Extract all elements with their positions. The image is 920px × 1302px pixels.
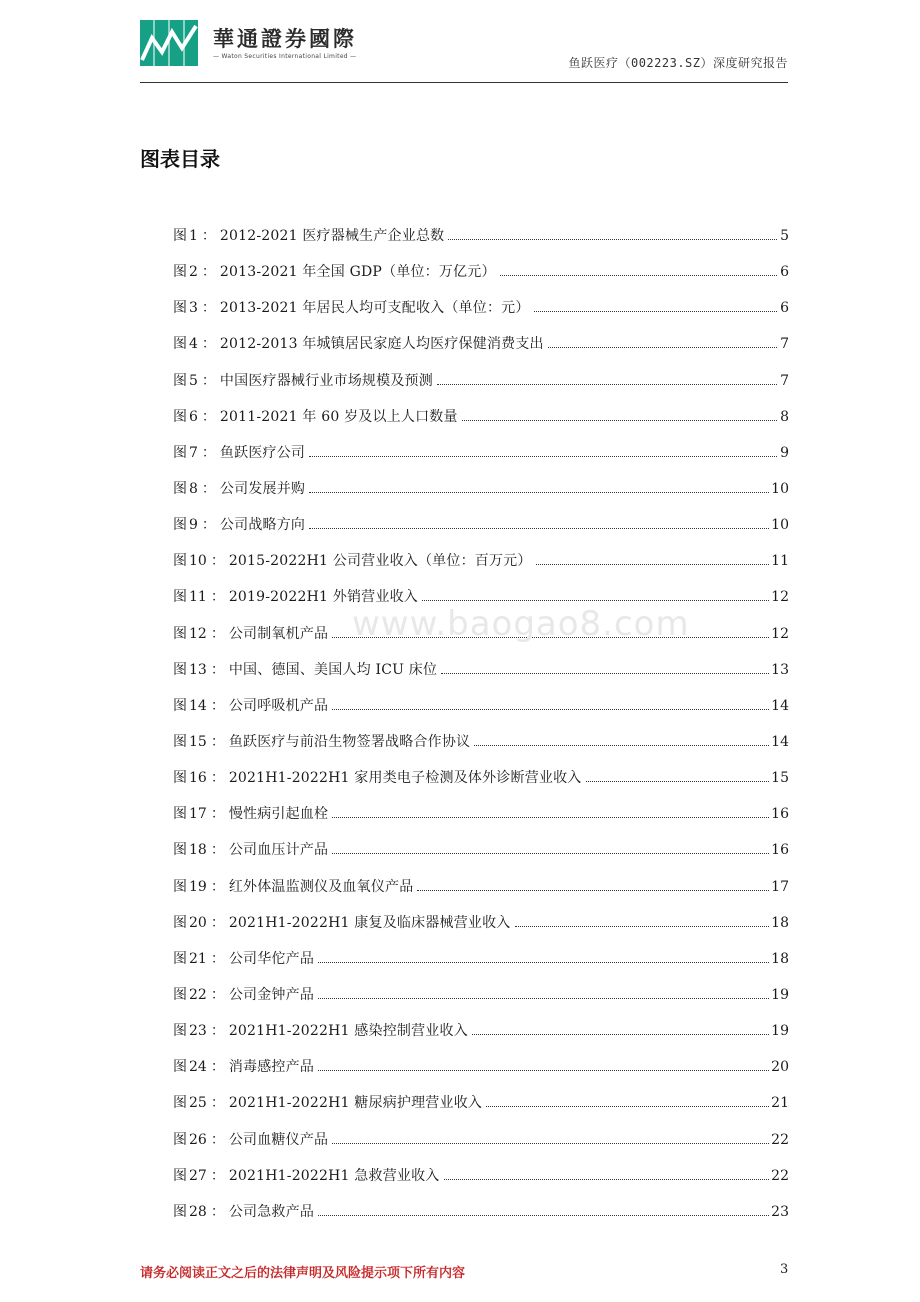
page-ref: 13 bbox=[771, 661, 789, 678]
colon: ： bbox=[210, 661, 225, 678]
figure-label: 图 bbox=[173, 1023, 189, 1040]
figure-number: 15 bbox=[189, 733, 207, 750]
page-ref: 10 bbox=[771, 480, 789, 497]
toc-entry[interactable] bbox=[173, 333, 789, 369]
page-number: 3 bbox=[780, 1262, 789, 1277]
figure-label: 图 bbox=[173, 986, 189, 1003]
page-ref: 23 bbox=[771, 1203, 789, 1220]
page-ref: 12 bbox=[771, 589, 789, 606]
dot-leader bbox=[586, 781, 770, 782]
toc-entry[interactable] bbox=[173, 623, 789, 659]
dot-leader bbox=[318, 962, 769, 963]
figure-label: 图 bbox=[173, 372, 189, 389]
figure-number: 2 bbox=[189, 264, 198, 281]
colon: ： bbox=[210, 733, 225, 750]
figure-number: 25 bbox=[189, 1095, 207, 1112]
toc-entry[interactable] bbox=[173, 297, 789, 333]
figure-title: 公司金钟产品 bbox=[228, 986, 315, 1003]
figure-title: 公司华佗产品 bbox=[228, 950, 315, 967]
colon: ： bbox=[210, 1131, 225, 1148]
figure-title: 公司血压计产品 bbox=[228, 842, 329, 859]
dot-leader bbox=[534, 311, 777, 312]
figure-label: 图 bbox=[173, 228, 189, 244]
figure-label: 图 bbox=[173, 770, 189, 787]
page-ref: 14 bbox=[771, 733, 789, 750]
dot-leader bbox=[462, 420, 777, 421]
figure-title: 2012-2021 医疗器械生产企业总数 bbox=[219, 228, 445, 244]
figure-number: 7 bbox=[189, 444, 198, 461]
toc-entry[interactable] bbox=[173, 659, 789, 695]
figure-label: 图 bbox=[173, 1095, 189, 1112]
page-ref: 15 bbox=[771, 770, 789, 787]
toc-entry[interactable] bbox=[173, 1129, 789, 1165]
figure-label: 图 bbox=[173, 589, 189, 606]
figure-number: 20 bbox=[189, 914, 207, 931]
figure-label: 图 bbox=[173, 480, 189, 497]
colon: ： bbox=[210, 1023, 225, 1040]
figure-label: 图 bbox=[173, 300, 189, 317]
toc-entry[interactable] bbox=[173, 731, 789, 767]
footer-disclaimer: 请务必阅读正文之后的法律声明及风险提示项下所有内容 bbox=[140, 1266, 466, 1281]
dot-leader bbox=[444, 1179, 770, 1180]
colon: ： bbox=[210, 878, 225, 895]
figure-label: 图 bbox=[173, 806, 189, 823]
figure-label: 图 bbox=[173, 878, 189, 895]
dot-leader bbox=[309, 492, 769, 493]
colon: ： bbox=[210, 914, 225, 931]
figure-title: 2021H1-2022H1 糖尿病护理营业收入 bbox=[228, 1095, 483, 1112]
colon: ： bbox=[210, 697, 225, 714]
figure-title: 公司战略方向 bbox=[219, 517, 306, 534]
toc-entry[interactable] bbox=[173, 948, 789, 984]
colon: ： bbox=[210, 553, 225, 570]
figure-label: 图 bbox=[173, 1167, 189, 1184]
figure-label: 图 bbox=[173, 553, 189, 570]
toc-entry[interactable] bbox=[173, 261, 789, 297]
waton-logo bbox=[140, 20, 198, 66]
header-divider bbox=[140, 82, 788, 83]
toc-entry[interactable] bbox=[173, 370, 789, 406]
colon: ： bbox=[210, 625, 225, 642]
toc-entry[interactable] bbox=[173, 876, 789, 912]
figure-label: 图 bbox=[173, 697, 189, 714]
page-ref: 5 bbox=[780, 228, 789, 244]
figure-number: 12 bbox=[189, 625, 207, 642]
figure-number: 14 bbox=[189, 697, 207, 714]
dot-leader bbox=[318, 998, 769, 999]
dot-leader bbox=[332, 1143, 769, 1144]
toc-title: 图表目录 bbox=[140, 147, 220, 171]
page-ref: 18 bbox=[771, 950, 789, 967]
watermark: www.baogao8.com bbox=[352, 604, 690, 644]
figure-number: 3 bbox=[189, 300, 198, 317]
colon: ： bbox=[210, 950, 225, 967]
company-name-cn: 華通證券國際 bbox=[213, 26, 357, 51]
dot-leader bbox=[515, 926, 770, 927]
colon: ： bbox=[201, 228, 216, 244]
dot-leader bbox=[474, 745, 769, 746]
figure-title: 公司制氧机产品 bbox=[228, 625, 329, 642]
figure-title: 鱼跃医疗公司 bbox=[219, 444, 306, 461]
colon: ： bbox=[201, 264, 216, 281]
colon: ： bbox=[201, 408, 216, 425]
toc-entry[interactable] bbox=[173, 1165, 789, 1201]
figure-number: 18 bbox=[189, 842, 207, 859]
figure-number: 23 bbox=[189, 1023, 207, 1040]
colon: ： bbox=[210, 770, 225, 787]
toc-entry[interactable] bbox=[173, 1056, 789, 1092]
page-ref: 10 bbox=[771, 517, 789, 534]
toc-list bbox=[173, 225, 789, 1237]
page-ref: 19 bbox=[771, 1023, 789, 1040]
figure-title: 2019-2022H1 外销营业收入 bbox=[228, 589, 418, 606]
figure-number: 9 bbox=[189, 517, 198, 534]
figure-number: 16 bbox=[189, 770, 207, 787]
figure-label: 图 bbox=[173, 444, 189, 461]
page-ref: 6 bbox=[780, 300, 789, 317]
dot-leader bbox=[437, 384, 777, 385]
toc-entry[interactable] bbox=[173, 514, 789, 550]
colon: ： bbox=[210, 1167, 225, 1184]
page-ref: 20 bbox=[771, 1059, 789, 1076]
figure-title: 红外体温监测仪及血氧仪产品 bbox=[228, 878, 414, 895]
dot-leader bbox=[536, 564, 770, 565]
page-ref: 16 bbox=[771, 842, 789, 859]
figure-title: 消毒感控产品 bbox=[228, 1059, 315, 1076]
figure-title: 2013-2021 年居民人均可支配收入（单位：元） bbox=[219, 300, 530, 317]
dot-leader bbox=[500, 275, 777, 276]
figure-label: 图 bbox=[173, 517, 189, 534]
figure-number: 10 bbox=[189, 553, 207, 570]
dot-leader bbox=[309, 528, 769, 529]
page-ref: 6 bbox=[780, 264, 789, 281]
figure-title: 公司血糖仪产品 bbox=[228, 1131, 329, 1148]
company-name-en: — Waton Securities International Limited — bbox=[213, 53, 357, 60]
colon: ： bbox=[201, 480, 216, 497]
figure-number: 19 bbox=[189, 878, 207, 895]
toc-entry[interactable] bbox=[173, 1201, 789, 1237]
page-ref: 7 bbox=[780, 336, 789, 353]
dot-leader bbox=[309, 456, 777, 457]
figure-number: 24 bbox=[189, 1059, 207, 1076]
dot-leader bbox=[417, 890, 769, 891]
figure-label: 图 bbox=[173, 336, 189, 353]
dot-leader bbox=[548, 347, 777, 348]
figure-label: 图 bbox=[173, 661, 189, 678]
figure-title: 2015-2022H1 公司营业收入（单位：百万元） bbox=[228, 553, 532, 570]
toc-entry[interactable] bbox=[173, 984, 789, 1020]
figure-title: 公司呼吸机产品 bbox=[228, 697, 329, 714]
toc-entry[interactable] bbox=[173, 442, 789, 478]
colon: ： bbox=[201, 517, 216, 534]
figure-label: 图 bbox=[173, 1203, 189, 1220]
figure-number: 5 bbox=[189, 372, 198, 389]
page-ref: 11 bbox=[771, 553, 789, 570]
colon: ： bbox=[201, 300, 216, 317]
page-ref: 16 bbox=[771, 806, 789, 823]
figure-number: 8 bbox=[189, 480, 198, 497]
figure-label: 图 bbox=[173, 1131, 189, 1148]
figure-title: 公司急救产品 bbox=[228, 1203, 315, 1220]
figure-number: 13 bbox=[189, 661, 207, 678]
page-ref: 22 bbox=[771, 1131, 789, 1148]
figure-label: 图 bbox=[173, 950, 189, 967]
toc-entry[interactable] bbox=[173, 1092, 789, 1128]
dot-leader bbox=[441, 673, 769, 674]
dot-leader bbox=[472, 1034, 769, 1035]
figure-number: 26 bbox=[189, 1131, 207, 1148]
figure-number: 22 bbox=[189, 986, 207, 1003]
figure-label: 图 bbox=[173, 914, 189, 931]
figure-number: 28 bbox=[189, 1203, 207, 1220]
colon: ： bbox=[201, 336, 216, 353]
toc-entry[interactable] bbox=[173, 586, 789, 622]
toc-entry[interactable] bbox=[173, 767, 789, 803]
dot-leader bbox=[332, 637, 769, 638]
toc-entry[interactable] bbox=[173, 406, 789, 442]
toc-entry[interactable] bbox=[173, 839, 789, 875]
page-ref: 9 bbox=[780, 444, 789, 461]
figure-title: 2013-2021 年全国 GDP（单位：万亿元） bbox=[219, 264, 496, 281]
colon: ： bbox=[201, 444, 216, 461]
figure-title: 2021H1-2022H1 家用类电子检测及体外诊断营业收入 bbox=[228, 770, 582, 787]
dot-leader bbox=[422, 600, 769, 601]
report-title: 鱼跃医疗（002223.SZ）深度研究报告 bbox=[568, 56, 788, 70]
toc-entry[interactable] bbox=[173, 550, 789, 586]
figure-number: 21 bbox=[189, 950, 207, 967]
toc-entry[interactable] bbox=[173, 1020, 789, 1056]
toc-entry[interactable] bbox=[173, 478, 789, 514]
colon: ： bbox=[210, 1095, 225, 1112]
page-ref: 22 bbox=[771, 1167, 789, 1184]
page-ref: 8 bbox=[780, 408, 789, 425]
figure-title: 2021H1-2022H1 感染控制营业收入 bbox=[228, 1023, 468, 1040]
colon: ： bbox=[210, 806, 225, 823]
figure-title: 中国、德国、美国人均 ICU 床位 bbox=[228, 661, 438, 678]
page-ref: 7 bbox=[780, 372, 789, 389]
figure-title: 慢性病引起血栓 bbox=[228, 806, 329, 823]
dot-leader bbox=[318, 1070, 769, 1071]
figure-title: 2021H1-2022H1 康复及临床器械营业收入 bbox=[228, 914, 511, 931]
page-ref: 14 bbox=[771, 697, 789, 714]
page-ref: 12 bbox=[771, 625, 789, 642]
colon: ： bbox=[210, 1059, 225, 1076]
company-brand bbox=[213, 26, 357, 60]
figure-label: 图 bbox=[173, 1059, 189, 1076]
figure-label: 图 bbox=[173, 408, 189, 425]
figure-label: 图 bbox=[173, 264, 189, 281]
page-ref: 19 bbox=[771, 986, 789, 1003]
dot-leader bbox=[332, 709, 769, 710]
toc-entry[interactable] bbox=[173, 225, 789, 261]
figure-label: 图 bbox=[173, 842, 189, 859]
figure-number: 4 bbox=[189, 336, 198, 353]
page-ref: 21 bbox=[771, 1095, 789, 1112]
colon: ： bbox=[210, 1203, 225, 1220]
dot-leader bbox=[448, 239, 777, 240]
figure-title: 公司发展并购 bbox=[219, 480, 306, 497]
toc-entry[interactable] bbox=[173, 803, 789, 839]
figure-label: 图 bbox=[173, 625, 189, 642]
page-ref: 17 bbox=[771, 878, 789, 895]
figure-title: 鱼跃医疗与前沿生物签署战略合作协议 bbox=[228, 733, 471, 750]
page-ref: 18 bbox=[771, 914, 789, 931]
dot-leader bbox=[318, 1215, 769, 1216]
figure-number: 27 bbox=[189, 1167, 207, 1184]
figure-title: 2021H1-2022H1 急救营业收入 bbox=[228, 1167, 440, 1184]
toc-entry[interactable] bbox=[173, 695, 789, 731]
figure-label: 图 bbox=[173, 733, 189, 750]
figure-number: 11 bbox=[189, 589, 207, 606]
figure-number: 6 bbox=[189, 408, 198, 425]
dot-leader bbox=[486, 1106, 769, 1107]
figure-number: 1 bbox=[189, 228, 198, 244]
figure-title: 2011-2021 年 60 岁及以上人口数量 bbox=[219, 408, 458, 425]
figure-number: 17 bbox=[189, 806, 207, 823]
colon: ： bbox=[210, 986, 225, 1003]
figure-title: 2012-2013 年城镇居民家庭人均医疗保健消费支出 bbox=[219, 336, 544, 353]
figure-title: 中国医疗器械行业市场规模及预测 bbox=[219, 372, 433, 389]
colon: ： bbox=[201, 372, 216, 389]
colon: ： bbox=[210, 842, 225, 859]
colon: ： bbox=[210, 589, 225, 606]
toc-entry[interactable] bbox=[173, 912, 789, 948]
dot-leader bbox=[332, 853, 769, 854]
dot-leader bbox=[332, 817, 769, 818]
